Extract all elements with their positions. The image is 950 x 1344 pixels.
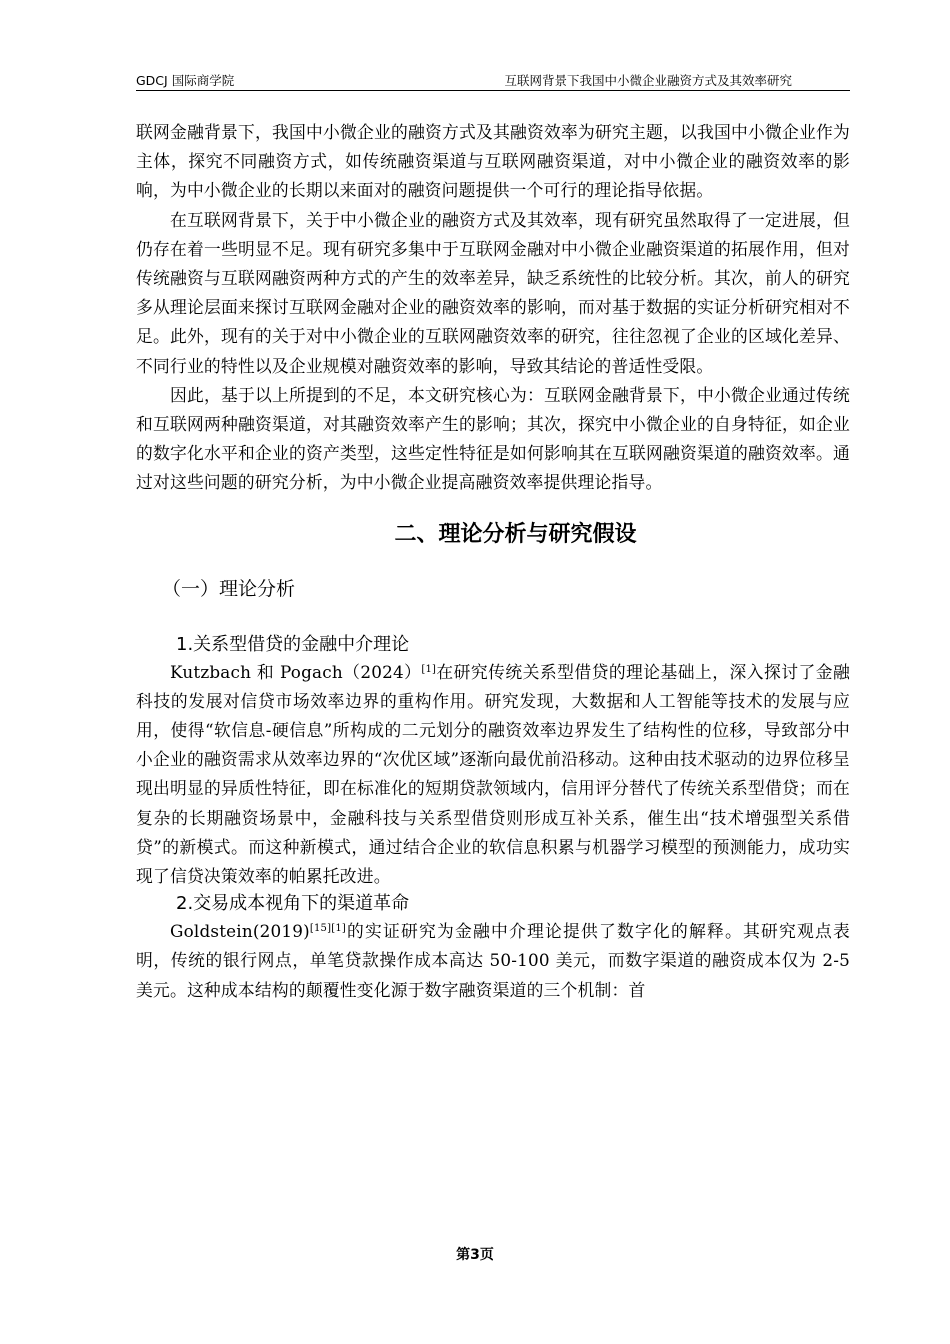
header-institution: GDCJ 国际商学院 [136, 73, 235, 88]
paragraph-text: 在研究传统关系型借贷的理论基础上，深入探讨了金融科技的发展对信贷市场效率边界的重构作用。研究发现，大数据和人工智能等技术的发展与应用，使得“软信息-硬信息”所构成的二元划分的融资效率边界发生了结构性的位移，导致部分中小企业的融资需求从效率边界的“次优区域”逐渐向最优前沿移动。这种由技术驱动的边界位移呈现出明显的异质性特征，即在标准化的短期贷款领域内，信用评分替代了传统关系型借贷；而在复杂的长期融资场景中，金融科技与关系型借贷则形成互补关系，催生出“技术增强型关系借贷”的新模式。而这种新模式，通过结合企业的软信息积累与机器学习模型的预测能力，成功实现了信贷决策效率的帕累托改进。 [136, 661, 850, 887]
paragraph-research-focus: 因此，基于以上所提到的不足，本文研究核心为：互联网金融背景下，中小微企业通过传统和互联网两种融资渠道，对其融资效率产生的影响；其次，探究中小微企业的自身特征，如企业的数字化水平和企业的资产类型，这些定性特征是如何影响其在互联网融资渠道的融资效率。通过对这些问题的研究分析，为中小微企业提高融资效率提供理论指导。 [136, 384, 850, 493]
paragraph-continued: 联网金融背景下，我国中小微企业的融资方式及其融资效率为研究主题，以我国中小微企业作为主体，探究不同融资方式，如传统融资渠道与互联网融资渠道，对中小微企业的融资效率的影响，为中小微企业的长期以来面对的融资问题提供一个可行的理论指导依据。 [136, 122, 850, 201]
citation-author: Kutzbach 和 Pogach（2024） [170, 661, 422, 682]
page-header [136, 70, 850, 91]
page-number: 第3页 [456, 1247, 494, 1263]
paragraph-transaction-cost [136, 917, 850, 1005]
header-paper-title: 互联网背景下我国中小微企业融资方式及其效率研究 [504, 73, 792, 88]
paragraph-text: 的实证研究为金融中介理论提供了数字化的解释。其研究观点表明，传统的银行网点，单笔贷款操作成本高达 50-100 美元，而数字渠道的融资成本仅为 2-5 美元。这种成本结构的颠覆性变化源于数字融资渠道的三个机制：首 [136, 921, 850, 1000]
paragraph-research-gaps: 在互联网背景下，关于中小微企业的融资方式及其效率，现有研究虽然取得了一定进展，但仍存在着一些明显不足。现有研究多集中于互联网金融对中小微企业融资渠道的拓展作用，但对传统融资与互联网融资两种方式的产生的效率差异，缺乏系统性的比较分析。其次，前人的研究多从理论层面来探讨互联网金融对企业的融资效率的影响，而对基于数据的实证分析研究相对不足。此外，现有的关于对中小微企业的互联网融资效率的研究，往往忽视了企业的区域化差异、不同行业的特性以及企业规模对融资效率的影响，导致其结论的普适性受限。 [136, 209, 850, 376]
subsubsection-heading-2: 2.交易成本视角下的渠道革命 [176, 893, 410, 915]
subsection-heading: （一）理论分析 [162, 577, 296, 600]
citation-ref[interactable]: [15][1] [309, 923, 346, 935]
page-body [136, 118, 850, 1005]
section-heading: 二、理论分析与研究假设 [394, 521, 637, 547]
citation-ref[interactable]: [1] [421, 663, 437, 675]
citation-author: Goldstein(2019) [170, 921, 310, 942]
paragraph-intermediation-theory [136, 658, 850, 892]
subsubsection-heading-1: 1.关系型借贷的金融中介理论 [176, 633, 410, 655]
